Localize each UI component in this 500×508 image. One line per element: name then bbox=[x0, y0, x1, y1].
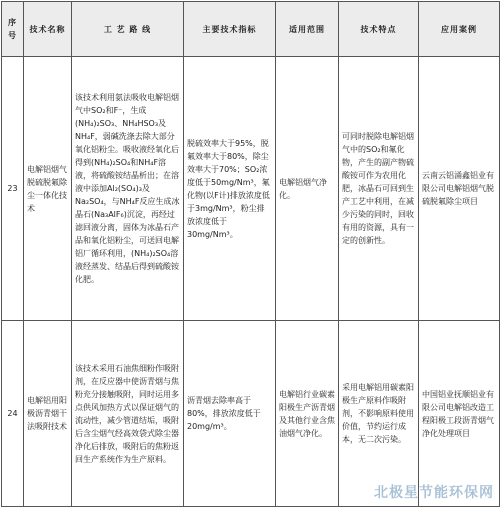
header-scope: 适用范围 bbox=[276, 2, 339, 57]
table-row bbox=[2, 57, 500, 321]
header-name: 技术名称 bbox=[24, 2, 72, 57]
watermark: 北极星节能环保网 bbox=[374, 485, 494, 501]
header-indicators: 主要技术指标 bbox=[184, 2, 276, 57]
row-name: 电解铝烟气脱硫脱氟除尘一体化技术 bbox=[24, 57, 72, 321]
row-process: 该技术采用石油焦细粉作吸附剂，在反应器中使沥青烟与焦粉充分接触吸附，同时运用多点供风加热方式以保证烟气的流动性，减少管道结垢，吸附后含尘烟气经高效袋式除尘器净化后排放，吸附后的焦粉返回生产系统作为生产原料。 bbox=[72, 321, 184, 507]
row-features: 可同时脱除电解铝烟气中的SO₂和氟化物，产生的副产物硫酸铵可作为农用化肥，冰晶石可回到生产工艺中利用，在减少污染的同时，回收有用的资源，具有一定的创新性。 bbox=[339, 57, 419, 321]
row-no: 23 bbox=[2, 57, 24, 321]
header-row bbox=[2, 2, 500, 57]
row-cases: 中国铝业抚顺铝业有限公司电解铝改造工程阳极工段沥青烟气净化处理项目 bbox=[419, 321, 500, 507]
header-process: 工 艺 路 线 bbox=[72, 2, 184, 57]
header-features: 技术特点 bbox=[339, 2, 419, 57]
row-indicators: 脱硫效率大于95%，脱氟效率大于80%，除尘效率大于70%；SO₂浓度低于50mg/Nm³，氟化物(以F计)排放浓度低于3mg/Nm³，粉尘排放浓度低于30mg/Nm³。 bbox=[184, 57, 276, 321]
row-name: 电解铝用阳极沥青烟干法吸附技术 bbox=[24, 321, 72, 507]
header-no: 序号 bbox=[2, 2, 24, 57]
table-row bbox=[2, 321, 500, 507]
technology-table bbox=[1, 1, 500, 507]
row-scope: 电解铝烟气净化。 bbox=[276, 57, 339, 321]
row-indicators: 沥青烟去除率高于80%，排放浓度低于20mg/m³。 bbox=[184, 321, 276, 507]
header-cases: 应用案例 bbox=[419, 2, 500, 57]
row-process: 该技术利用氨法吸收电解铝烟气中SO₂和F⁻，生成(NH₄)₂SO₃、NH₄HSO₃及NH₄F，弱碱洗涤去除大部分氧化铝粉尘。吸收液经氧化后得到(NH₄)₂SO₄和NH₄F溶液，将硫酸铵结晶析出；在溶液中添加Al₂(SO₄)₃及Na₂SO₄，与NH₄F反应生成冰晶石(Na₃AlF₆)沉淀，再经过滤回液分离，固体为冰晶石产品和氧化铝粉尘，可送回电解铝厂循环利用，(NH₄)₂SO₄溶液经蒸发、结晶后得到硫酸铵化肥。 bbox=[72, 57, 184, 321]
row-scope: 电解铝行业碳素阳极生产沥青烟及其他行业含焦油烟气净化。 bbox=[276, 321, 339, 507]
row-no: 24 bbox=[2, 321, 24, 507]
row-features: 采用电解铝用碳素阳极生产原料作吸附剂，不影响原料使用价值，节约运行成本，无二次污染。 bbox=[339, 321, 419, 507]
row-cases: 云南云铝涌鑫铝业有限公司电解铝烟气脱硫脱氟除尘项目 bbox=[419, 57, 500, 321]
